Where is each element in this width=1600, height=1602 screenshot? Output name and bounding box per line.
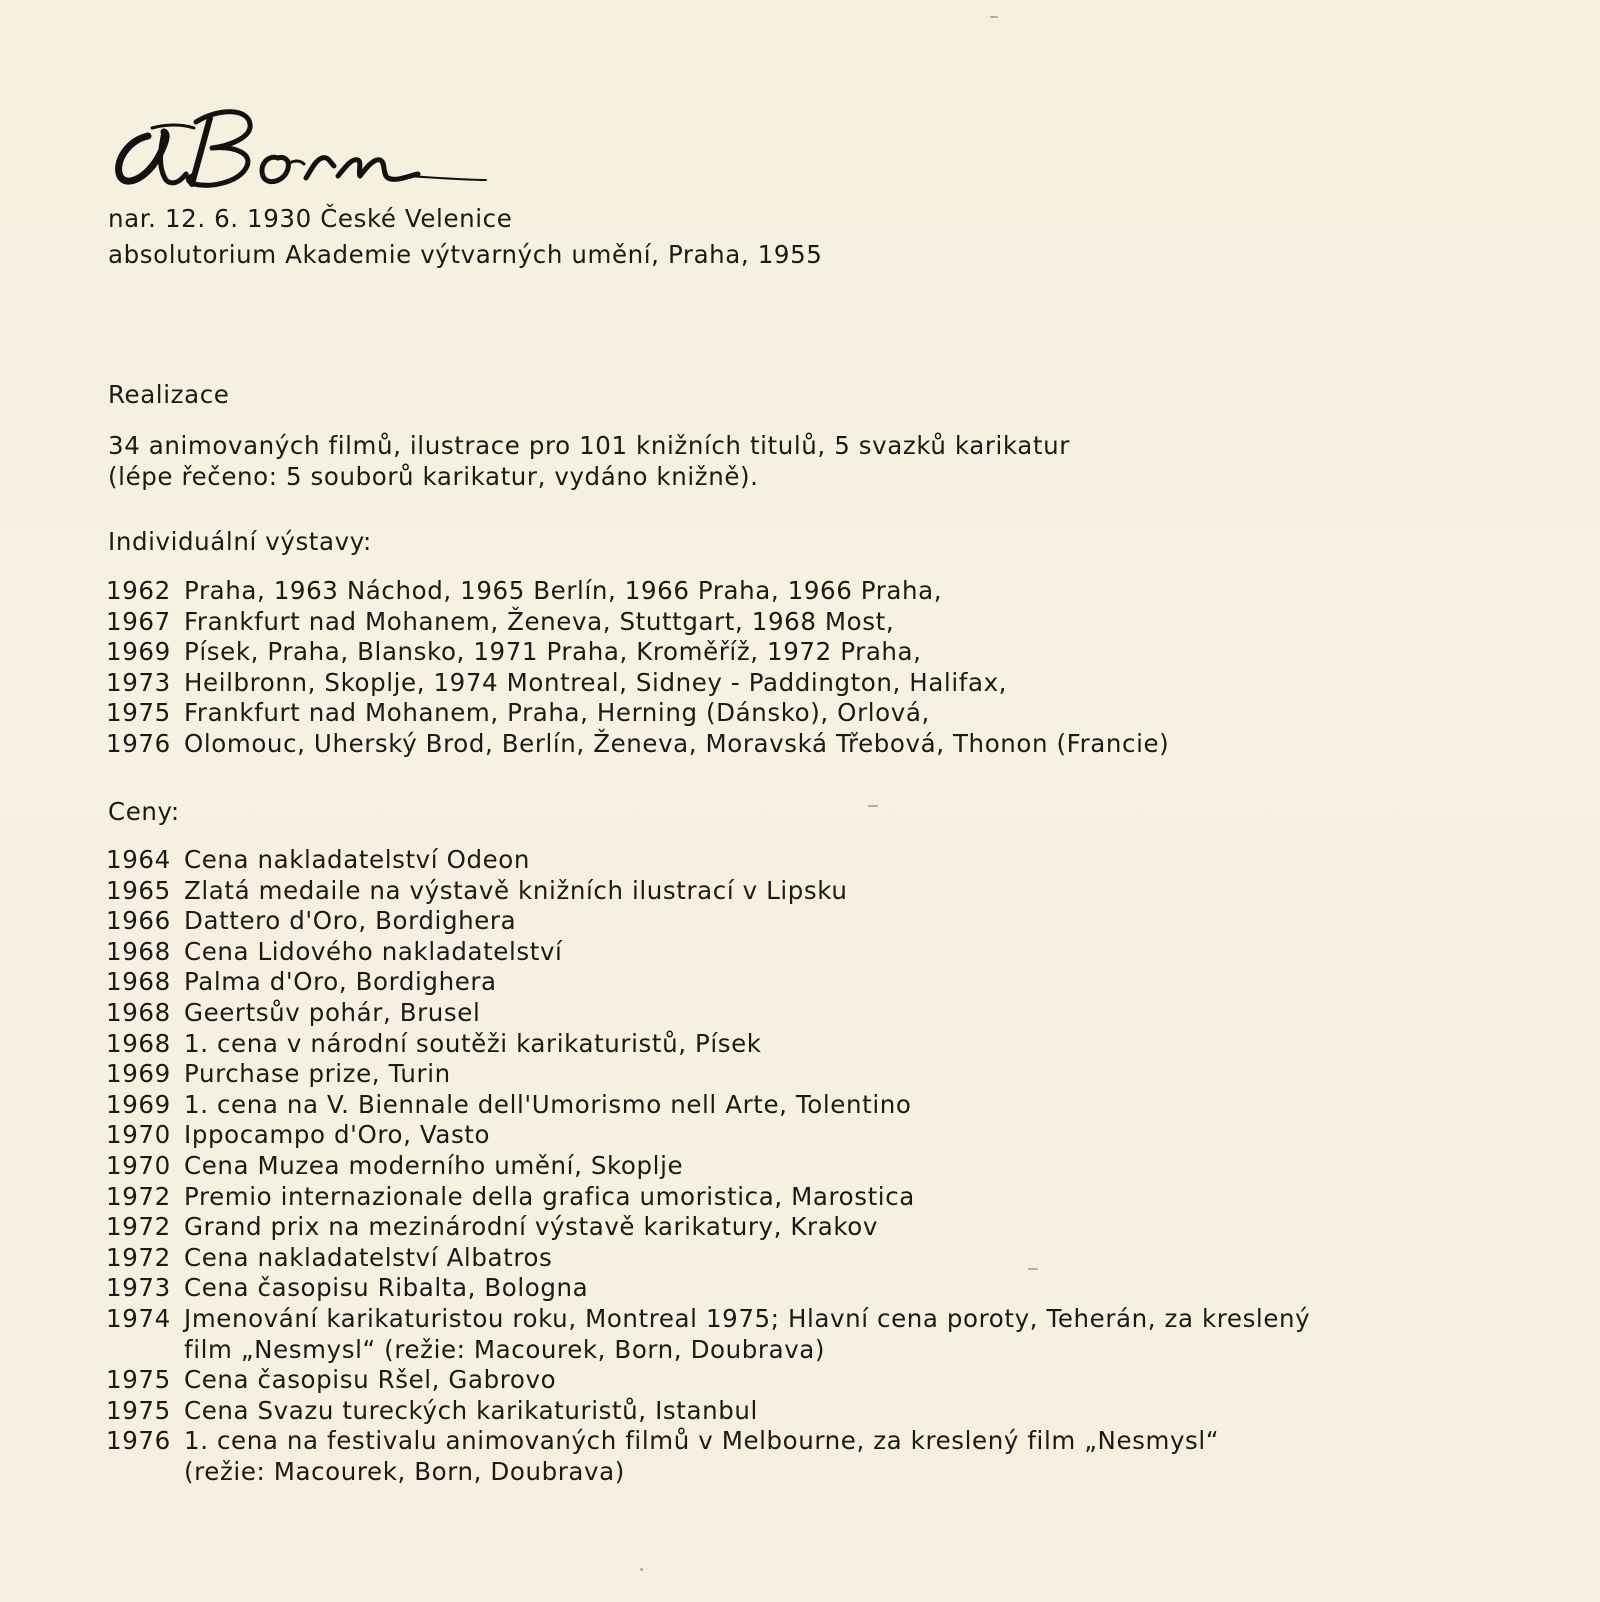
awards-heading: Ceny: [108,797,180,826]
award-row [106,1426,1310,1487]
award-row [106,1182,1310,1213]
year: 1974 [106,1303,171,1333]
award-row [106,1151,1310,1182]
award-text: Cena nakladatelství Albatros [184,1242,553,1272]
award-text: 1. cena v národní soutěži karikaturistů, Písek [184,1028,762,1058]
award-row [106,876,1310,907]
realizace-line-1: 34 animovaných filmů, ilustrace pro 101 knižních titulů, 5 svazků karikatur [108,431,1070,460]
award-text: Dattero d'Oro, Bordighera [184,906,517,936]
year: 1975 [106,698,171,728]
year: 1972 [106,1242,171,1272]
exhibition-row [106,576,1169,607]
paper-speck [1028,1268,1038,1270]
award-text: Cena nakladatelství Odeon [184,845,531,874]
award-text: Zlatá medaile na výstavě knižních ilustrací v Lipsku [184,875,848,905]
year: 1968 [106,936,171,966]
award-text: Ippocampo d'Oro, Vasto [184,1120,491,1150]
award-text: Premio internazionale della grafica umoristica, Marostica [184,1181,915,1211]
award-row [106,1029,1310,1060]
exhibition-row [106,637,1169,668]
exhibition-text: Frankfurt nad Mohanem, Ženeva, Stuttgart, 1968 Most, [184,606,895,636]
year: 1968 [106,1028,171,1058]
exhibition-row [106,729,1169,760]
exhibition-row [106,668,1169,699]
award-row [106,1090,1310,1121]
year: 1972 [106,1181,171,1211]
exhibitions-list [106,576,1169,760]
award-row [106,1243,1310,1274]
award-row [106,1304,1310,1365]
exhibition-text: Frankfurt nad Mohanem, Praha, Herning (Dánsko), Orlová, [184,698,930,728]
awards-list [106,845,1310,1487]
year: 1969 [106,1089,171,1119]
year: 1962 [106,576,171,605]
exhibition-row [106,607,1169,638]
award-text: Grand prix na mezinárodní výstavě karikatury, Krakov [184,1212,878,1242]
award-text: Cena Svazu tureckých karikaturistů, Istanbul [184,1395,758,1425]
year: 1972 [106,1212,171,1242]
year: 1975 [106,1395,171,1425]
award-row [106,1059,1310,1090]
realizace-heading: Realizace [108,380,230,409]
exhibition-text: Písek, Praha, Blansko, 1971 Praha, Kroměříž, 1972 Praha, [184,637,922,667]
study-info: absolutorium Akademie výtvarných umění, Praha, 1955 [108,240,823,269]
paper-speck [640,1568,643,1571]
award-row [106,998,1310,1029]
year: 1969 [106,1059,171,1089]
award-row [106,967,1310,998]
year: 1976 [106,1426,171,1456]
exhibition-text: Heilbronn, Skoplje, 1974 Montreal, Sidney - Paddington, Halifax, [184,667,1008,697]
exhibitions-heading: Individuální výstavy: [108,527,372,556]
year: 1968 [106,997,171,1027]
year: 1970 [106,1120,171,1150]
realizace-line-2: (lépe řečeno: 5 souborů karikatur, vydáno knižně). [108,462,759,491]
award-row [106,1273,1310,1304]
award-row [106,1396,1310,1427]
award-text: Palma d'Oro, Bordighera [184,967,497,997]
award-text: Cena Lidového nakladatelství [184,936,563,966]
year: 1966 [106,906,171,936]
award-text: Cena časopisu Ribalta, Bologna [184,1273,589,1303]
year: 1965 [106,875,171,905]
award-text: Purchase prize, Turin [184,1059,451,1089]
award-row [106,937,1310,968]
birth-info: nar. 12. 6. 1930 České Velenice [108,204,513,233]
award-text: 1. cena na festivalu animovaných filmů v Melbourne, za kreslený film „Nesmysl“ (režie: Macourek, Born, Doubrava) [184,1426,1220,1486]
year: 1970 [106,1150,171,1180]
award-text: 1. cena na V. Biennale dell'Umorismo nell Arte, Tolentino [184,1089,912,1119]
exhibition-text: Praha, 1963 Náchod, 1965 Berlín, 1966 Praha, 1966 Praha, [184,576,943,605]
award-row [106,1365,1310,1396]
year: 1973 [106,667,171,697]
award-text: Jmenování karikaturistou roku, Montreal 1975; Hlavní cena poroty, Teherán, za kreslený film „Nesmysl“ (režie: Macourek, Born, Doubrava) [184,1303,1311,1364]
year: 1975 [106,1365,171,1395]
award-row [106,1212,1310,1243]
award-text: Cena časopisu Ršel, Gabrovo [184,1365,557,1395]
award-text: Cena Muzea moderního umění, Skoplje [184,1150,684,1180]
award-row [106,1120,1310,1151]
year: 1969 [106,637,171,667]
realizace-text [108,430,1070,492]
award-row [106,906,1310,937]
year: 1976 [106,728,171,758]
year: 1973 [106,1273,171,1303]
paper-speck [990,16,998,18]
exhibition-text: Olomouc, Uherský Brod, Berlín, Ženeva, Moravská Třebová, Thonon (Francie) [184,728,1170,758]
paper-speck [868,805,878,807]
exhibition-row [106,698,1169,729]
year: 1964 [106,845,171,874]
year: 1967 [106,606,171,636]
year: 1968 [106,967,171,997]
award-text: Geertsův pohár, Brusel [184,997,481,1027]
award-row [106,845,1310,876]
signature-image [108,88,508,198]
